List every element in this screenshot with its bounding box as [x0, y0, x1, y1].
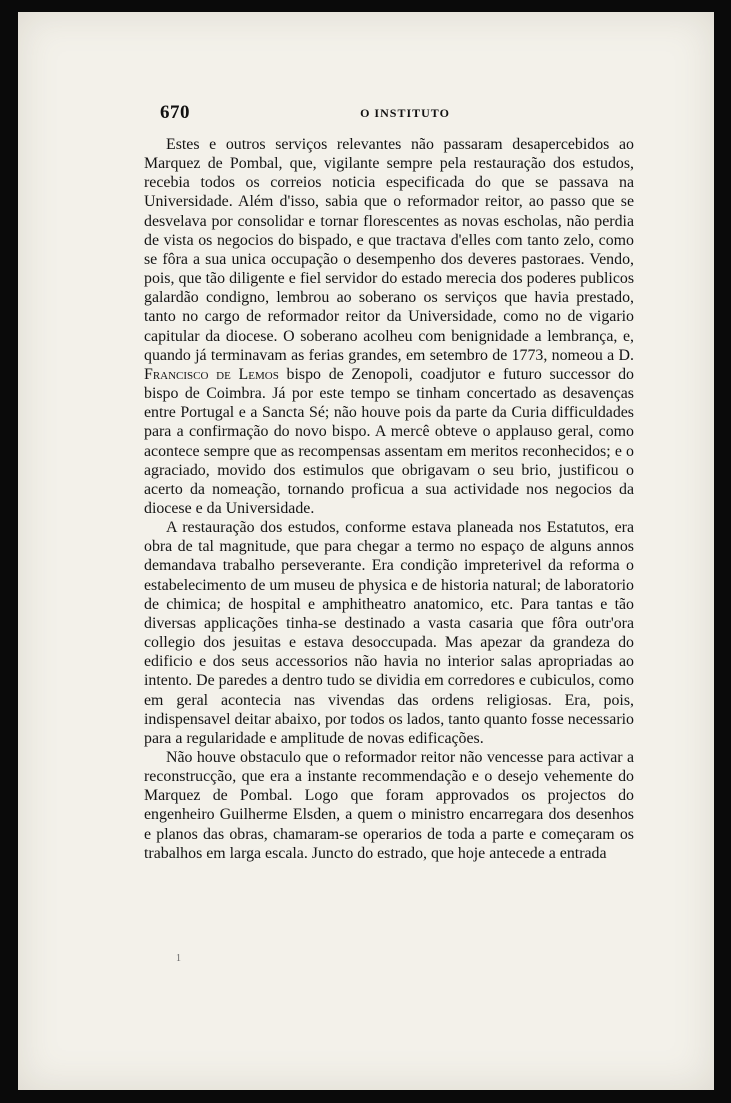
- running-title: O INSTITUTO: [360, 106, 450, 120]
- footer-mark: 1: [176, 953, 181, 964]
- person-name-francisco-de-lemos: Francisco de Lemos: [144, 365, 279, 383]
- page-header: [160, 102, 650, 126]
- paragraph-1-text-b: bispo de Zenopoli, coadjutor e futuro successor do bispo de Coimbra. Já por este tempo se tinham concertado as desavenças entre Portugal e a Sancta Sé; não houve pois da parte da Curia difficuldades para a confirmação do novo bispo. A mercê obteve o applauso geral, como acontece sempre que as recompensas assentam em meritos reconhecidos; e o agraciado, movido dos estimulos que obrigavam o seu brio, justificou o acerto da nomeação, tornando proficua a sua actividade nos negocios da diocese e da Universidade.: [144, 365, 634, 517]
- paragraph-3: Não houve obstaculo que o reformador reitor não vencesse para activar a reconstrucção, que era a instante recommendação e o desejo vehemente do Marquez de Pombal. Logo que foram approvados os projectos do engenheiro Guilherme Elsden, a quem o ministro encarregara dos desenhos e planos das obras, chamaram-se operarios de toda a parte e começaram os trabalhos em larga escala. Juncto do estrado, que hoje antecede a entrada: [144, 749, 634, 862]
- page-number: 670: [160, 102, 190, 123]
- paragraph-1-text-a: Estes e outros serviços relevantes não passaram desapercebidos ao Marquez de Pombal, que, vigilante sempre pela restauração dos estudos, recebia todos os correios noticia especificada do que se passava na Universidade. Além d'isso, sabia que o reformador reitor, ao passo que se desvelava por consolidar e tornar florescentes as novas escholas, não perdia de vista os negocios do bispado, e que tractava d'elles com tanto zelo, como se fôra a sua unica occupação o desempenho dos deveres pastoraes. Vendo, pois, que tão diligente e fiel servidor do estado merecia dos poderes publicos galardão condigno, lembrou ao soberano os serviços que havia prestado, tanto no cargo de reformador reitor da Universidade, como no de vigario capitular da diocese. O soberano acolheu com benignidade a lembrança, e, quando já terminavam as ferias grandes, em setembro de 1773, nomeou a D.: [144, 136, 634, 364]
- paragraph-2: A restauração dos estudos, conforme estava planeada nos Estatutos, era obra de tal magnitude, que para chegar a termo no espaço de alguns annos demandava trabalho perseverante. Era condição impreterivel da reforma o estabelecimento de um museu de physica e de historia natural; de laboratorio de chimica; de hospital e amphitheatro anatomico, etc. Para tantas e tão diversas applicações tinha-se destinado a vasta casaria que fôra outr'ora collegio dos jesuitas e estava desoccupada. Mas apezar da grandeza do edificio e dos seus accessorios não havia no interior salas apropriadas ao intento. De paredes a dentro tudo se dividia em corredores e cubiculos, como em geral acontecia nas vivendas das ordens religiosas. Era, pois, indispensavel deitar abaixo, por todos os lados, tanto quanto fosse necessario para a regularidade e amplitude de novas edificações.: [144, 519, 634, 747]
- paragraph-1: [144, 135, 634, 518]
- body-text: [144, 135, 634, 863]
